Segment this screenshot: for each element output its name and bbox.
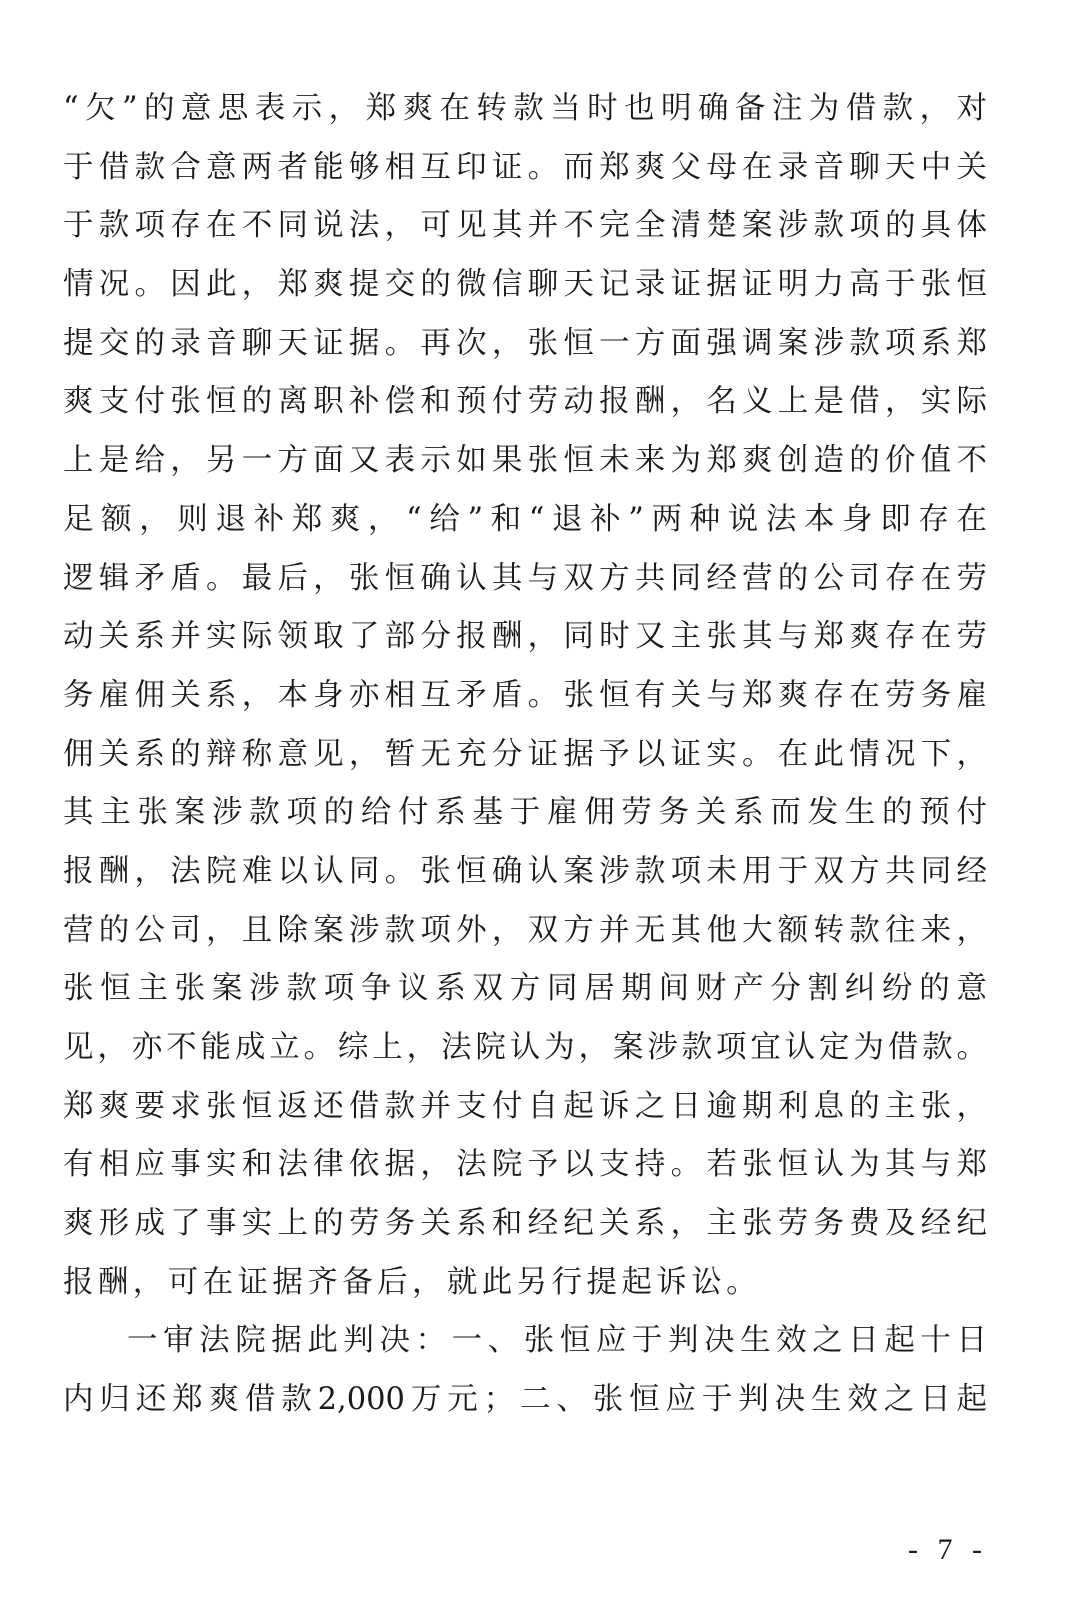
page-number: - 7 - [908,1533,988,1566]
text-line: 于借款合意两者能够相互印证。而郑爽父母在录音聊天中关 [63,149,987,185]
text-line: 上是给，另一方面又表示如果张恒未来为郑爽创造的价值不 [63,443,987,479]
text-line: 郑爽要求张恒返还借款并支付自起诉之日逾期利息的主张， [63,1088,987,1124]
text-line: 爽支付张恒的离职补偿和预付劳动报酬，名义上是借，实际 [63,384,987,420]
text-line: 提交的录音聊天证据。再次，张恒一方面强调案涉款项系郑 [63,325,987,361]
body-text [63,80,987,1430]
text-line: 内归还郑爽借款2,000万元；二、张恒应于判决生效之日起 [63,1382,987,1418]
text-line: 佣关系的辩称意见，暂无充分证据予以证实。在此情况下， [63,736,987,772]
text-line: 见，亦不能成立。综上，法院认为，案涉款项宜认定为借款。 [63,1030,987,1065]
text-line: 逻辑矛盾。最后，张恒确认其与双方共同经营的公司存在劳 [63,560,987,596]
text-line: 爽形成了事实上的劳务关系和经纪关系，主张劳务费及经纪 [63,1206,987,1242]
text-line: 于款项存在不同说法，可见其并不完全清楚案涉款项的具体 [63,208,987,244]
text-line: 营的公司，且除案涉款项外，双方并无其他大额转款往来， [63,912,987,948]
text-line: 足额，则退补郑爽，“给”和“退补”两种说法本身即存在 [63,501,987,537]
text-line: 报酬，法院难以认同。张恒确认案涉款项未用于双方共同经 [63,853,987,889]
paragraph-end-line: 报酬，可在证据齐备后，就此另行提起诉讼。 [63,1264,761,1300]
text-line: 动关系并实际领取了部分报酬，同时又主张其与郑爽存在劳 [63,619,987,655]
text-line: “欠”的意思表示，郑爽在转款当时也明确备注为借款，对 [63,91,987,126]
text-line: 有相应事实和法律依据，法院予以支持。若张恒认为其与郑 [63,1147,987,1183]
text-line: 情况。因此，郑爽提交的微信聊天记录证据证明力高于张恒 [63,267,987,303]
paragraph-start-line: 一审法院据此判决：一、张恒应于判决生效之日起十日 [127,1323,987,1359]
text-line: 务雇佣关系，本身亦相互矛盾。张恒有关与郑爽存在劳务雇 [63,677,987,713]
text-line: 其主张案涉款项的给付系基于雇佣劳务关系而发生的预付 [63,795,987,831]
text-line: 张恒主张案涉款项争议系双方同居期间财产分割纠纷的意 [63,971,987,1007]
